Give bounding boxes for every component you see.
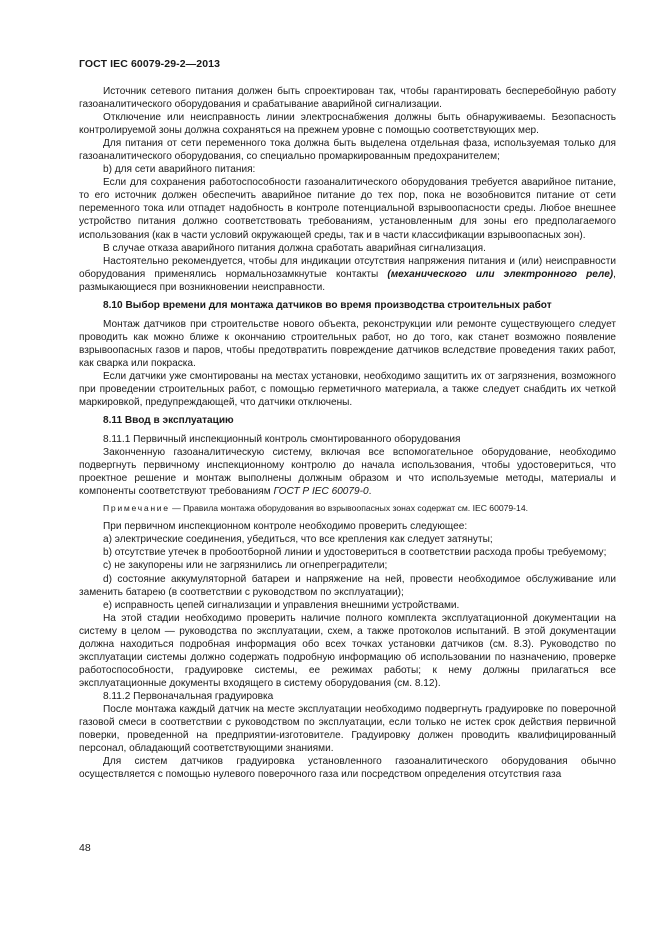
- list-item: e) исправность цепей сигнализации и управления внешними устройствами.: [103, 599, 460, 611]
- page-number: 48: [79, 842, 91, 854]
- paragraph: Для систем датчиков градуировка установленного газоаналитического оборудования обычно осуществляется с помощью нулевого поверочного газа или посредством определения отсутствия газа: [79, 756, 616, 781]
- paragraph: Для питания от сети переменного тока должна быть выделена отдельная фаза, используемая только для газоаналитического оборудования, со специально промаркированным предохранителем;: [79, 138, 616, 163]
- text-run: .: [368, 486, 372, 498]
- document-header: ГОСТ IEC 60079-29-2—2013: [79, 58, 221, 70]
- paragraph: Если датчики уже смонтированы на местах установки, необходимо защитить их от загрязнения, возможного при проведении строительных работ, с помощью герметичного материала, а также следует снабдить их четкой маркировкой, предупреждающей, что датчики отключены.: [79, 370, 616, 409]
- paragraph: Монтаж датчиков при строительстве нового объекта, реконструкции или ремонте существующего следует проводить как можно ближе к окончанию строительных работ, но до того, как станет возможно появление взрывоопасных газов и паров, чтобы предотвратить повреждение датчиков вследствие проведения таких работ, как сварка или покраска.: [79, 318, 616, 369]
- paragraph: Если для сохранения работоспособности газоаналитического оборудования требуется аварийное питание, то его источник должен обеспечить аварийное питание до тех пор, пока не возобновится питание от сети переменного тока или отпадет надобность в контроле потенциальной взрывоопасности среды. Любое внешнее устройство питания должно соответствовать требованиям, установленным для зоны его предполагаемого использования (как в части условий окружающей среды, так и в части классификации взрывоопасных зон).: [79, 177, 616, 241]
- paragraph: При первичном инспекционном контроле необходимо проверить следующее:: [103, 521, 468, 533]
- section-heading: 8.10 Выбор времени для монтажа датчиков во время производства строительных работ: [103, 299, 552, 311]
- paragraph: После монтажа каждый датчик на месте эксплуатации необходимо подвергнуть градуировке по поверочной газовой смеси в соответствии с руководством по эксплуатации, если только не истек срок действия первичной поверки, проведенной на предприятии-изготовителе. Градуировку должен проводить квалифицированный персонал, обладающий соответствующими знаниями.: [79, 703, 616, 755]
- text-run: Законченную газоаналитическую систему, включая все вспомогательное оборудование, необходимо подвергнуть первичному инспекционному контролю до начала использования, чтобы удостовериться, что проектное решение и монтаж выполнены должным образом и что используемые методы, материалы и компоненты соответствуют требованиям: [79, 447, 616, 498]
- section-heading: 8.11 Ввод в эксплуатацию: [103, 415, 234, 427]
- paragraph: На этой стадии необходимо проверить наличие полного комплекта эксплуатационной документации на систему в целом — руководства по эксплуатации, схем, а также протоколов испытаний. В этой документации должна находиться подробная информация обо всех точках установки датчиков (см. 8.3). Руководство по эксплуатации системы должно содержать подробную информацию об использовании по назначению, проверке работоспособности, градуировке системы, ее режимах работы; к нему должны прилагаться все эксплуатационные документы входящего в систему оборудования (см. 8.12).: [79, 612, 616, 689]
- list-item: c) не закупорены или не загрязнились ли огнепреградители;: [103, 560, 388, 572]
- paragraph: Источник сетевого питания должен быть спроектирован так, чтобы гарантировать бесперебойную работу газоаналитического оборудования и срабатывание аварийной сигнализации.: [79, 86, 616, 111]
- list-item: a) электрические соединения, убедиться, что все крепления как следует затянуты;: [103, 534, 493, 546]
- emphasis-text: (механического или электронного реле): [387, 268, 614, 280]
- paragraph: Отключение или неисправность линии электроснабжения должны быть обнаруживаемы. Безопасность контролируемой зоны должна сохраняться на прежнем уровне с помощью соответствующих мер.: [79, 112, 616, 137]
- list-item: d) состояние аккумуляторной батареи и напряжение на ней, провести необходимое обслуживание или заменить батарею (в соответствии с руководством по эксплуатации);: [79, 573, 616, 598]
- list-item: b) отсутствие утечек в пробоотборной линии и удостовериться в соответствии расхода пробы требуемому;: [103, 547, 607, 559]
- text-run: Настоятельно рекомендуется, чтобы для индикации отсутствия напряжения питания и (или) неисправности оборудования применялись нормальнозамкнутые контакты: [79, 255, 616, 280]
- text-run: , размыкающиеся при возникновении неисправности.: [79, 268, 616, 293]
- paragraph: В случае отказа аварийного питания должна сработать аварийная сигнализация.: [103, 242, 486, 254]
- paragraph: [79, 446, 616, 498]
- note-label: Примечание: [103, 503, 170, 514]
- subsection-heading: 8.11.2 Первоначальная градуировка: [103, 690, 274, 702]
- note-text: — Правила монтажа оборудования во взрывоопасных зонах содержат см. IEC 60079-14.: [169, 503, 528, 514]
- subsection-heading: 8.11.1 Первичный инспекционный контроль смонтированного оборудования: [103, 434, 461, 446]
- standard-reference: ГОСТ Р IEC 60079-0: [273, 486, 369, 498]
- list-item: b) для сети аварийного питания:: [103, 164, 256, 176]
- document-page: [79, 58, 616, 781]
- note: [79, 502, 616, 514]
- paragraph: [79, 255, 616, 294]
